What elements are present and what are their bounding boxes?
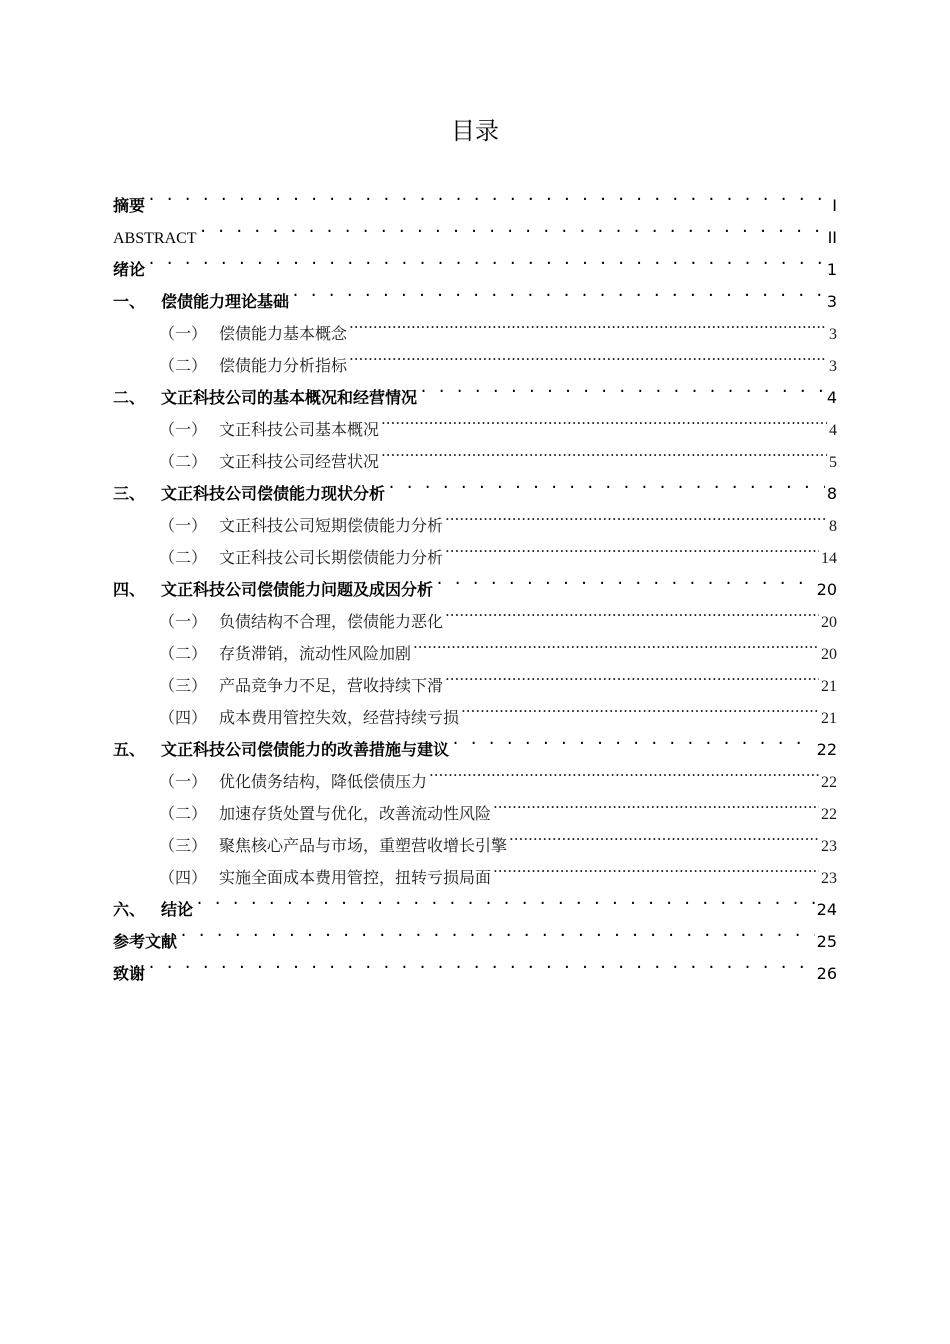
- toc-dot-leader: [199, 211, 826, 243]
- toc-entry-number: （一）: [159, 516, 208, 535]
- toc-entry-label: 负债结构不合理，偿债能力恶化: [219, 612, 444, 631]
- toc-entry-label: 偿债能力基本概念: [219, 324, 348, 343]
- toc-entry-chapter[interactable]: [113, 275, 837, 311]
- toc-entry-page-number: 20: [821, 614, 837, 631]
- toc-entry-page-number: 20: [816, 580, 837, 599]
- toc-entry-label: 文正科技公司偿债能力的改善措施与建议: [161, 740, 450, 759]
- toc-dot-leader: [179, 915, 815, 947]
- toc-entry-number: （二）: [159, 804, 208, 823]
- toc-entry-label: 文正科技公司偿债能力现状分析: [161, 484, 386, 503]
- toc-entry-label: 成本费用管控失效，经营持续亏损: [219, 708, 460, 727]
- toc-dot-leader: [147, 179, 830, 211]
- toc-entry-page-number: 5: [829, 454, 837, 471]
- toc-entry-page-number: 21: [821, 710, 837, 727]
- toc-dot-leader: [493, 787, 819, 819]
- toc-entry-number: （二）: [159, 548, 208, 567]
- toc-entry-page-number: 3: [829, 358, 837, 375]
- toc-entry-page-number: II: [827, 228, 837, 247]
- toc-entry-page-number: I: [832, 196, 837, 215]
- toc-dot-leader: [493, 851, 819, 883]
- toc-entry-page-number: 1: [826, 260, 837, 279]
- toc-entry-number: 二、: [113, 388, 146, 407]
- toc-entry-chapter[interactable]: [113, 947, 837, 983]
- toc-entry-label: 文正科技公司基本概况: [219, 420, 380, 439]
- toc-entry-label: 摘要: [113, 196, 146, 215]
- toc-entry-label: 文正科技公司经营状况: [219, 452, 380, 471]
- toc-entry-label: 实施全面成本费用管控，扭转亏损局面: [219, 868, 492, 887]
- toc-entry-label: 存货滞销，流动性风险加剧: [219, 644, 412, 663]
- toc-dot-leader: [445, 531, 819, 563]
- toc-entry-chapter[interactable]: [113, 179, 837, 215]
- toc-entry-number: 六、: [113, 900, 146, 919]
- toc-entry-label: 结论: [161, 900, 194, 919]
- toc-entry-label: 偿债能力分析指标: [219, 356, 348, 375]
- toc-dot-leader: [445, 499, 827, 531]
- toc-entry-label: 参考文献: [113, 932, 178, 951]
- toc-entry-label: 产品竞争力不足，营收持续下滑: [219, 676, 444, 695]
- toc-dot-leader: [461, 691, 819, 723]
- toc-dot-leader: [413, 627, 819, 659]
- toc-entry-page-number: 3: [829, 326, 837, 343]
- table-of-contents: [113, 179, 837, 983]
- toc-entry-label: 偿债能力理论基础: [161, 292, 290, 311]
- toc-dot-leader: [435, 563, 815, 595]
- toc-entry-label: 文正科技公司短期偿债能力分析: [219, 516, 444, 535]
- toc-dot-leader: [445, 659, 819, 691]
- toc-entry-number: 一、: [113, 292, 146, 311]
- toc-entry-page-number: 23: [821, 870, 837, 887]
- toc-dot-leader: [429, 755, 819, 787]
- toc-entry-number: 五、: [113, 740, 146, 759]
- toc-dot-leader: [509, 819, 819, 851]
- toc-entry-chapter[interactable]: [113, 915, 837, 951]
- toc-entry-label: 绪论: [113, 260, 146, 279]
- toc-entry-number: （二）: [159, 356, 208, 375]
- toc-dot-leader: [349, 307, 827, 339]
- toc-entry-number: （一）: [159, 612, 208, 631]
- toc-entry-page-number: 4: [829, 422, 837, 439]
- toc-dot-leader: [451, 723, 815, 755]
- toc-dot-leader: [419, 371, 825, 403]
- toc-dot-leader: [147, 243, 825, 275]
- toc-entry-label: ABSTRACT: [113, 230, 197, 247]
- toc-entry-number: （四）: [159, 708, 208, 727]
- toc-dot-leader: [147, 947, 815, 979]
- toc-entry-number: （一）: [159, 324, 208, 343]
- toc-entry-label: 致谢: [113, 964, 146, 983]
- toc-entry-page-number: 22: [816, 740, 837, 759]
- toc-entry-page-number: 8: [829, 518, 837, 535]
- toc-entry-page-number: 26: [816, 964, 837, 983]
- toc-entry-label: 加速存货处置与优化，改善流动性风险: [219, 804, 492, 823]
- toc-entry-number: （三）: [159, 836, 208, 855]
- toc-dot-leader: [195, 883, 815, 915]
- toc-entry-page-number: 22: [821, 806, 837, 823]
- toc-entry-page-number: 25: [816, 932, 837, 951]
- toc-entry-number: 三、: [113, 484, 146, 503]
- toc-entry-number: 四、: [113, 580, 146, 599]
- toc-entry-page-number: 23: [821, 838, 837, 855]
- toc-entry-page-number: 4: [826, 388, 837, 407]
- toc-entry-number: （二）: [159, 644, 208, 663]
- toc-entry-label: 文正科技公司的基本概况和经营情况: [161, 388, 418, 407]
- toc-dot-leader: [291, 275, 825, 307]
- toc-entry-label: 文正科技公司长期偿债能力分析: [219, 548, 444, 567]
- toc-entry-page-number: 3: [826, 292, 837, 311]
- toc-entry-number: （二）: [159, 452, 208, 471]
- toc-dot-leader: [381, 403, 827, 435]
- toc-dot-leader: [387, 467, 825, 499]
- toc-entry-page-number: 8: [826, 484, 837, 503]
- toc-dot-leader: [381, 435, 827, 467]
- toc-entry-label: 聚焦核心产品与市场，重塑营收增长引擎: [219, 836, 508, 855]
- toc-entry-label: 文正科技公司偿债能力问题及成因分析: [161, 580, 434, 599]
- toc-entry-page-number: 14: [821, 550, 837, 567]
- toc-dot-leader: [445, 595, 819, 627]
- toc-entry-number: （四）: [159, 868, 208, 887]
- toc-entry-page-number: 21: [821, 678, 837, 695]
- toc-entry-number: （一）: [159, 772, 208, 791]
- toc-entry-number: （三）: [159, 676, 208, 695]
- toc-entry-number: （一）: [159, 420, 208, 439]
- toc-entry-page-number: 20: [821, 646, 837, 663]
- toc-title: 目录: [451, 117, 499, 145]
- toc-entry-chapter[interactable]: [113, 243, 837, 279]
- toc-entry-label: 优化债务结构，降低偿债压力: [219, 772, 428, 791]
- toc-entry-chapter[interactable]: [113, 883, 837, 919]
- toc-dot-leader: [349, 339, 827, 371]
- toc-entry-page-number: 24: [816, 900, 837, 919]
- toc-entry-chapter[interactable]: [113, 211, 837, 247]
- toc-entry-page-number: 22: [821, 774, 837, 791]
